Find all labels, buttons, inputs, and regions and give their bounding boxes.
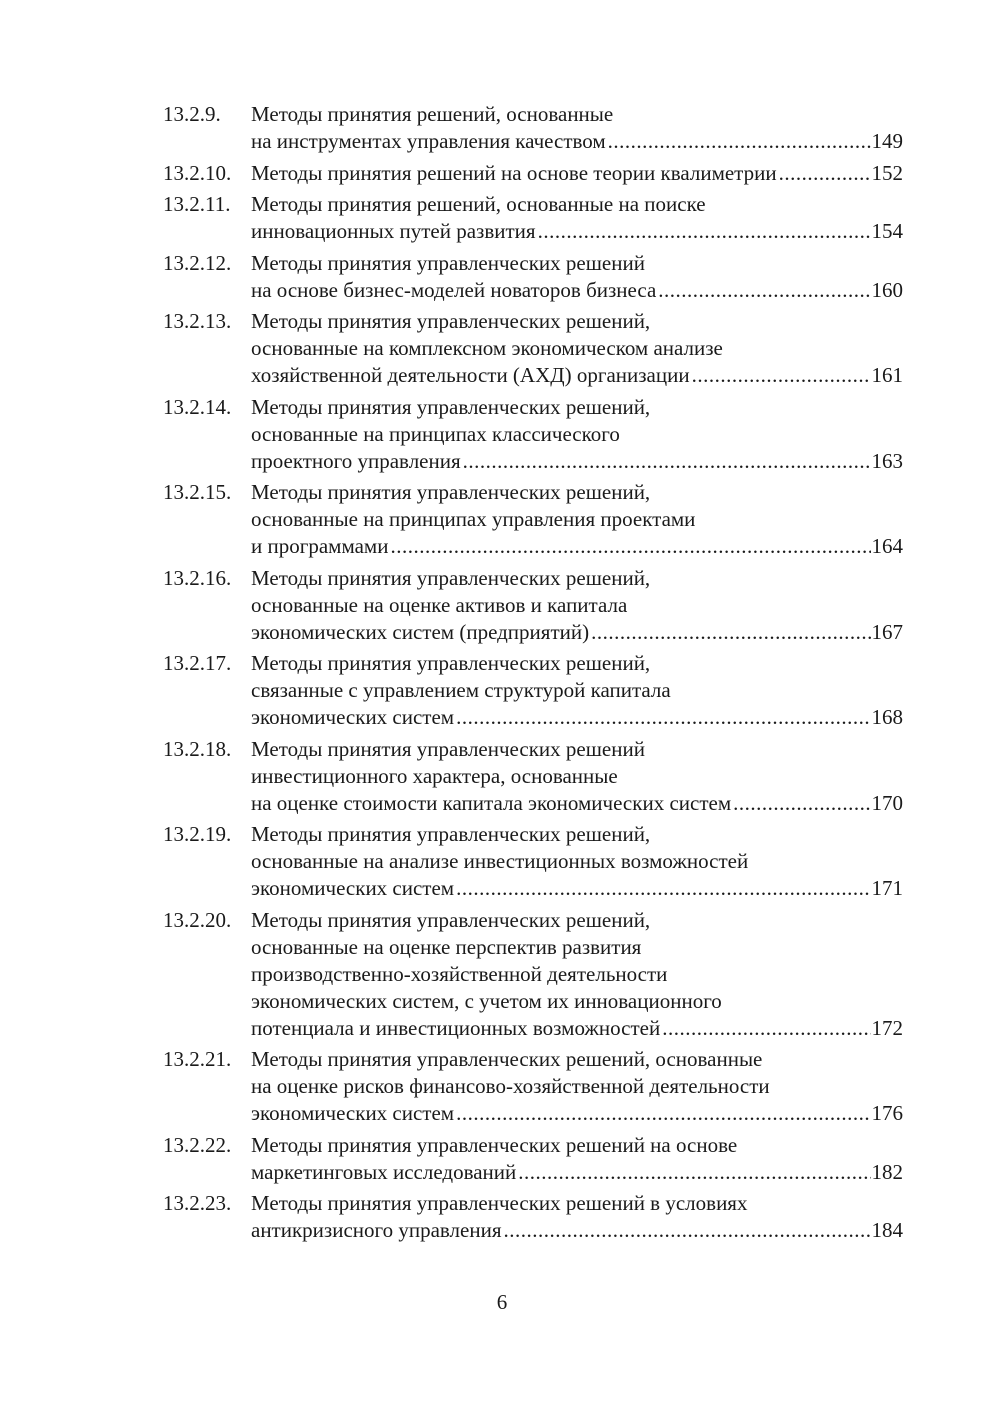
toc-entry-title-line: потенциала и инвестиционных возможностей	[251, 1015, 661, 1040]
toc-entry-title-line: Методы принятия решений, основанные на поиске	[251, 192, 706, 216]
toc-entry-last-line	[251, 1159, 903, 1186]
toc-entry-last-line	[251, 704, 903, 731]
toc-entry-number: 13.2.21.	[163, 1047, 232, 1071]
dot-leader	[456, 1100, 870, 1127]
toc-entry-number: 13.2.9.	[163, 102, 221, 126]
toc-entry-title-line: экономических систем	[251, 1101, 455, 1125]
toc-entry-13-2-11[interactable]	[163, 191, 903, 245]
toc-entry-title-line: хозяйственной деятельности (АХД) организации	[251, 363, 690, 387]
toc-entry-13-2-12[interactable]	[163, 250, 903, 304]
toc-entry-title-line: экономических систем (предприятий)	[251, 619, 590, 644]
toc-entry-13-2-22[interactable]	[163, 1132, 903, 1186]
toc-entry-last-line	[251, 790, 903, 817]
toc-entry-page: 161	[871, 363, 903, 387]
toc-entry-13-2-10[interactable]	[163, 160, 903, 187]
toc-entry-title-line: на основе бизнес-моделей новаторов бизнеса	[251, 277, 657, 302]
toc-entry-number: 13.2.15.	[163, 480, 232, 504]
toc-entry-title-line: на инструментах управления качеством	[251, 129, 606, 153]
toc-entry-number: 13.2.12.	[163, 250, 232, 275]
toc-entry-last-line	[251, 128, 903, 155]
toc-entry-last-line	[251, 160, 903, 187]
toc-entry-title-line: Методы принятия управленческих решений,	[251, 822, 651, 846]
toc-entry-title-line: основанные на принципах управления проектами	[251, 507, 696, 531]
toc-entry-page: 152	[871, 160, 903, 185]
toc-entry-number: 13.2.19.	[163, 822, 232, 846]
toc-entry-page: 160	[871, 277, 903, 302]
toc-entry-number: 13.2.23.	[163, 1191, 232, 1215]
toc-entry-page: 184	[871, 1218, 903, 1242]
toc-entry-13-2-9[interactable]	[163, 101, 903, 155]
toc-entry-page: 164	[871, 534, 903, 558]
toc-entry-title-line: Методы принятия управленческих решений,	[251, 480, 651, 504]
dot-leader	[538, 218, 871, 245]
toc-entry-number: 13.2.16.	[163, 565, 232, 590]
toc-entry-13-2-14[interactable]	[163, 394, 903, 475]
toc-entry-title-line: экономических систем, с учетом их инновационного	[251, 988, 722, 1013]
toc-entry-page: 163	[871, 448, 903, 473]
toc-entry-number: 13.2.20.	[163, 907, 232, 932]
toc-entry-title-line: экономических систем	[251, 876, 455, 900]
toc-entry-number: 13.2.13.	[163, 309, 232, 333]
toc-entry-title-line: Методы принятия управленческих решений, основанные	[251, 1047, 763, 1071]
toc-entry-number: 13.2.22.	[163, 1132, 232, 1157]
toc-entry-13-2-17[interactable]	[163, 650, 903, 731]
dot-leader	[518, 1159, 870, 1186]
toc-entry-last-line	[251, 277, 903, 304]
toc-entry-title-line: основанные на оценке перспектив развития	[251, 934, 642, 959]
toc-entry-title-line: проектного управления	[251, 448, 461, 473]
toc-entry-last-line	[251, 533, 903, 560]
toc-entry-last-line	[251, 218, 903, 245]
toc-entry-page: 149	[871, 129, 903, 153]
toc-entry-number: 13.2.14.	[163, 394, 232, 419]
toc-entry-page: 154	[871, 219, 903, 243]
toc-entry-page: 172	[871, 1015, 903, 1040]
toc-entry-title-line: инвестиционного характера, основанные	[251, 763, 618, 788]
toc-entry-title-line: основанные на анализе инвестиционных возможностей	[251, 849, 749, 873]
toc-entry-title-line: Методы принятия управленческих решений,	[251, 309, 651, 333]
dot-leader	[503, 1217, 870, 1244]
toc-entry-13-2-23[interactable]	[163, 1190, 903, 1244]
toc-entry-number: 13.2.10.	[163, 160, 232, 185]
toc-entry-13-2-15[interactable]	[163, 479, 903, 560]
toc-entry-last-line	[251, 619, 903, 646]
toc-entry-page: 170	[871, 790, 903, 815]
toc-entry-title-line: основанные на принципах классического	[251, 421, 620, 446]
toc-entry-title-line: экономических систем	[251, 705, 455, 729]
toc-entry-title-line: Методы принятия управленческих решений,	[251, 651, 651, 675]
toc-entry-last-line	[251, 1100, 903, 1127]
dot-leader	[662, 1015, 870, 1042]
toc-entry-page: 168	[871, 705, 903, 729]
toc-entry-page: 182	[871, 1159, 903, 1184]
toc-entry-number: 13.2.11.	[163, 192, 231, 216]
toc-entry-last-line	[251, 362, 903, 389]
toc-entry-13-2-20[interactable]	[163, 907, 903, 1042]
dot-leader	[692, 362, 871, 389]
toc-entry-title-line: производственно-хозяйственной деятельности	[251, 961, 668, 986]
toc-entry-last-line	[251, 1015, 903, 1042]
toc-entry-13-2-21[interactable]	[163, 1046, 903, 1127]
toc-entry-last-line	[251, 1217, 903, 1244]
dot-leader	[608, 128, 871, 155]
toc-entry-title-line: маркетинговых исследований	[251, 1159, 517, 1184]
toc-entry-title-line: инновационных путей развития	[251, 219, 536, 243]
dot-leader	[456, 704, 870, 731]
toc-entry-title-line: Методы принятия управленческих решений	[251, 736, 645, 761]
toc-entry-13-2-19[interactable]	[163, 821, 903, 902]
toc-entry-page: 167	[871, 619, 903, 644]
toc-entry-13-2-13[interactable]	[163, 308, 903, 389]
dot-leader	[733, 790, 870, 817]
toc-entry-title-line: связанные с управлением структурой капитала	[251, 678, 671, 702]
toc-entry-13-2-16[interactable]	[163, 565, 903, 646]
toc-entry-last-line	[251, 448, 903, 475]
dot-leader	[591, 619, 870, 646]
toc-entry-page: 176	[871, 1101, 903, 1125]
table-of-contents	[163, 101, 903, 1249]
toc-entry-title-line: на оценке рисков финансово-хозяйственной деятельности	[251, 1074, 770, 1098]
toc-entry-title-line: Методы принятия управленческих решений,	[251, 907, 651, 932]
dot-leader	[779, 160, 871, 187]
toc-entry-title-line: Методы принятия управленческих решений	[251, 250, 645, 275]
dot-leader	[463, 448, 871, 475]
page-number: 6	[496, 1290, 508, 1314]
toc-entry-title-line: Методы принятия управленческих решений,	[251, 394, 651, 419]
toc-entry-number: 13.2.17.	[163, 651, 232, 675]
toc-entry-title-line: и программами	[251, 534, 389, 558]
toc-entry-page: 171	[871, 876, 903, 900]
toc-entry-title-line: антикризисного управления	[251, 1218, 502, 1242]
toc-entry-number: 13.2.18.	[163, 736, 232, 761]
toc-entry-title-line: Методы принятия управленческих решений,	[251, 565, 651, 590]
toc-entry-title-line: основанные на оценке активов и капитала	[251, 592, 628, 617]
dot-leader	[390, 533, 870, 560]
toc-entry-title-line: на оценке стоимости капитала экономических систем	[251, 790, 732, 815]
toc-entry-title-line: Методы принятия решений на основе теории квалиметрии	[251, 160, 777, 185]
dot-leader	[456, 875, 870, 902]
toc-entry-title-line: Методы принятия управленческих решений на основе	[251, 1132, 738, 1157]
toc-entry-title-line: Методы принятия управленческих решений в условиях	[251, 1191, 748, 1215]
toc-entry-13-2-18[interactable]	[163, 736, 903, 817]
toc-entry-title-line: Методы принятия решений, основанные	[251, 102, 614, 126]
toc-entry-title-line: основанные на комплексном экономическом анализе	[251, 336, 723, 360]
toc-entry-last-line	[251, 875, 903, 902]
dot-leader	[658, 277, 870, 304]
